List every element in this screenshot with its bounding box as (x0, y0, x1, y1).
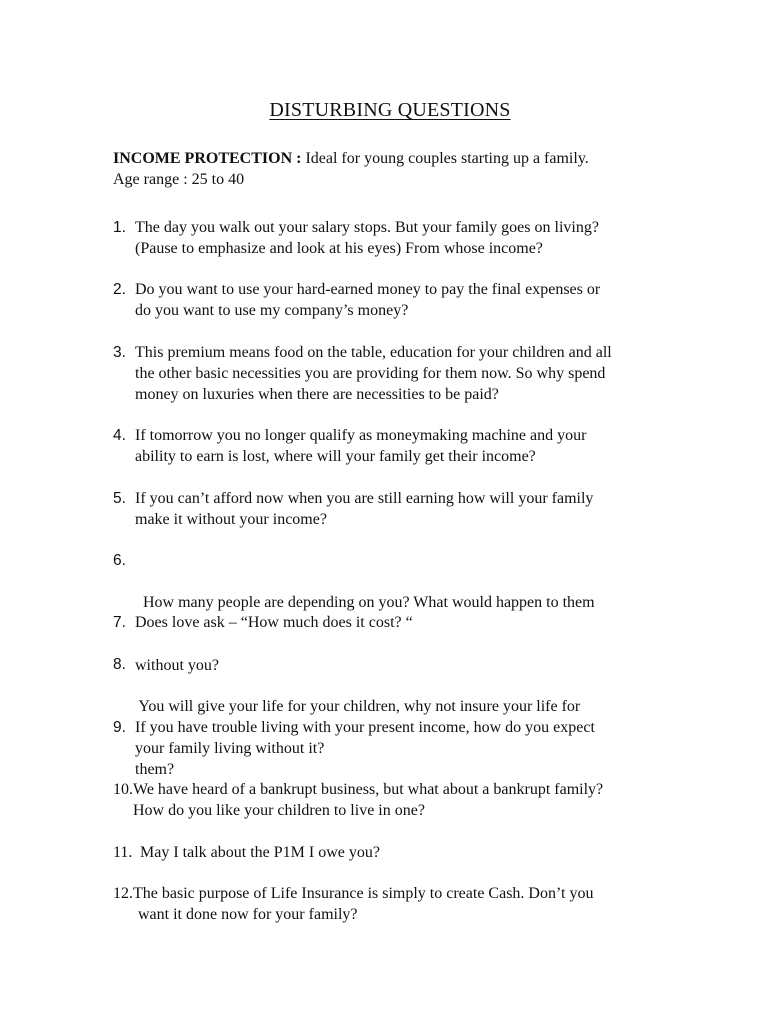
question-text (135, 217, 599, 259)
question-line: This premium means food on the table, education for your children and all (135, 344, 612, 361)
question-text (140, 842, 380, 863)
intro-line (113, 148, 733, 169)
question-number: 7. (113, 614, 126, 631)
question-number: 4. (113, 427, 126, 444)
intro-description: Ideal for young couples starting up a family. (301, 150, 589, 167)
question-line: You will give your life for your children, why not insure your life for (135, 698, 581, 715)
question-line: your family living without it? (135, 740, 325, 757)
question-line: (Pause to emphasize and look at his eyes) From whose income? (135, 240, 543, 257)
intro-label: INCOME PROTECTION : (113, 150, 302, 167)
question-line: Do you want to use your hard-earned money to pay the final expenses or (135, 281, 601, 298)
question-text (135, 717, 595, 759)
question-line: The basic purpose of Life Insurance is simply to create Cash. Don’t you (133, 885, 594, 902)
question-line: We have heard of a bankrupt business, but what about a bankrupt family? (133, 781, 604, 798)
question-line: want it done now for your family? (138, 906, 358, 923)
question-text (133, 779, 603, 821)
question-line: make it without your income? (135, 511, 327, 528)
question-text (133, 883, 593, 925)
question-line: If you can’t afford now when you are still earning how will your family (135, 490, 594, 507)
question-line: May I talk about the P1M I owe you? (140, 844, 380, 861)
question-number: 9. (113, 719, 126, 736)
question-text (135, 425, 586, 467)
question-line: without you? (135, 657, 219, 674)
question-line: Does love ask – “How much does it cost? “ (135, 614, 413, 631)
question-line: If you have trouble living with your present income, how do you expect (135, 719, 595, 736)
question-line: them? (135, 761, 175, 778)
question-line: money on luxuries when there are necessities to be paid? (135, 386, 499, 403)
question-line: ability to earn is lost, where will your family get their income? (135, 448, 536, 465)
question-number: 2. (113, 281, 126, 298)
question-line: If tomorrow you no longer qualify as moneymaking machine and your (135, 427, 587, 444)
intro-block (113, 148, 733, 190)
question-text (135, 488, 593, 530)
question-number: 10. (113, 781, 133, 798)
question-number: 12. (113, 885, 133, 902)
document-title: DISTURBING QUESTIONS (269, 99, 511, 121)
question-line: The day you walk out your salary stops. But your family goes on living? (135, 219, 599, 236)
question-text (135, 612, 413, 633)
age-range: Age range : 25 to 40 (113, 171, 245, 188)
question-line: do you want to use my company’s money? (135, 302, 409, 319)
question-number: 5. (113, 490, 126, 507)
question-line: the other basic necessities you are providing for them now. So why spend (135, 365, 606, 382)
question-number: 6. (113, 552, 126, 569)
question-number: 11. (113, 844, 133, 861)
question-text (135, 279, 600, 321)
question-text (135, 342, 612, 405)
question-line: How many people are depending on you? What would happen to them (135, 594, 595, 611)
question-number: 8. (113, 656, 126, 673)
question-number: 1. (113, 219, 126, 236)
question-number: 3. (113, 344, 126, 361)
question-line: How do you like your children to live in one? (133, 802, 425, 819)
